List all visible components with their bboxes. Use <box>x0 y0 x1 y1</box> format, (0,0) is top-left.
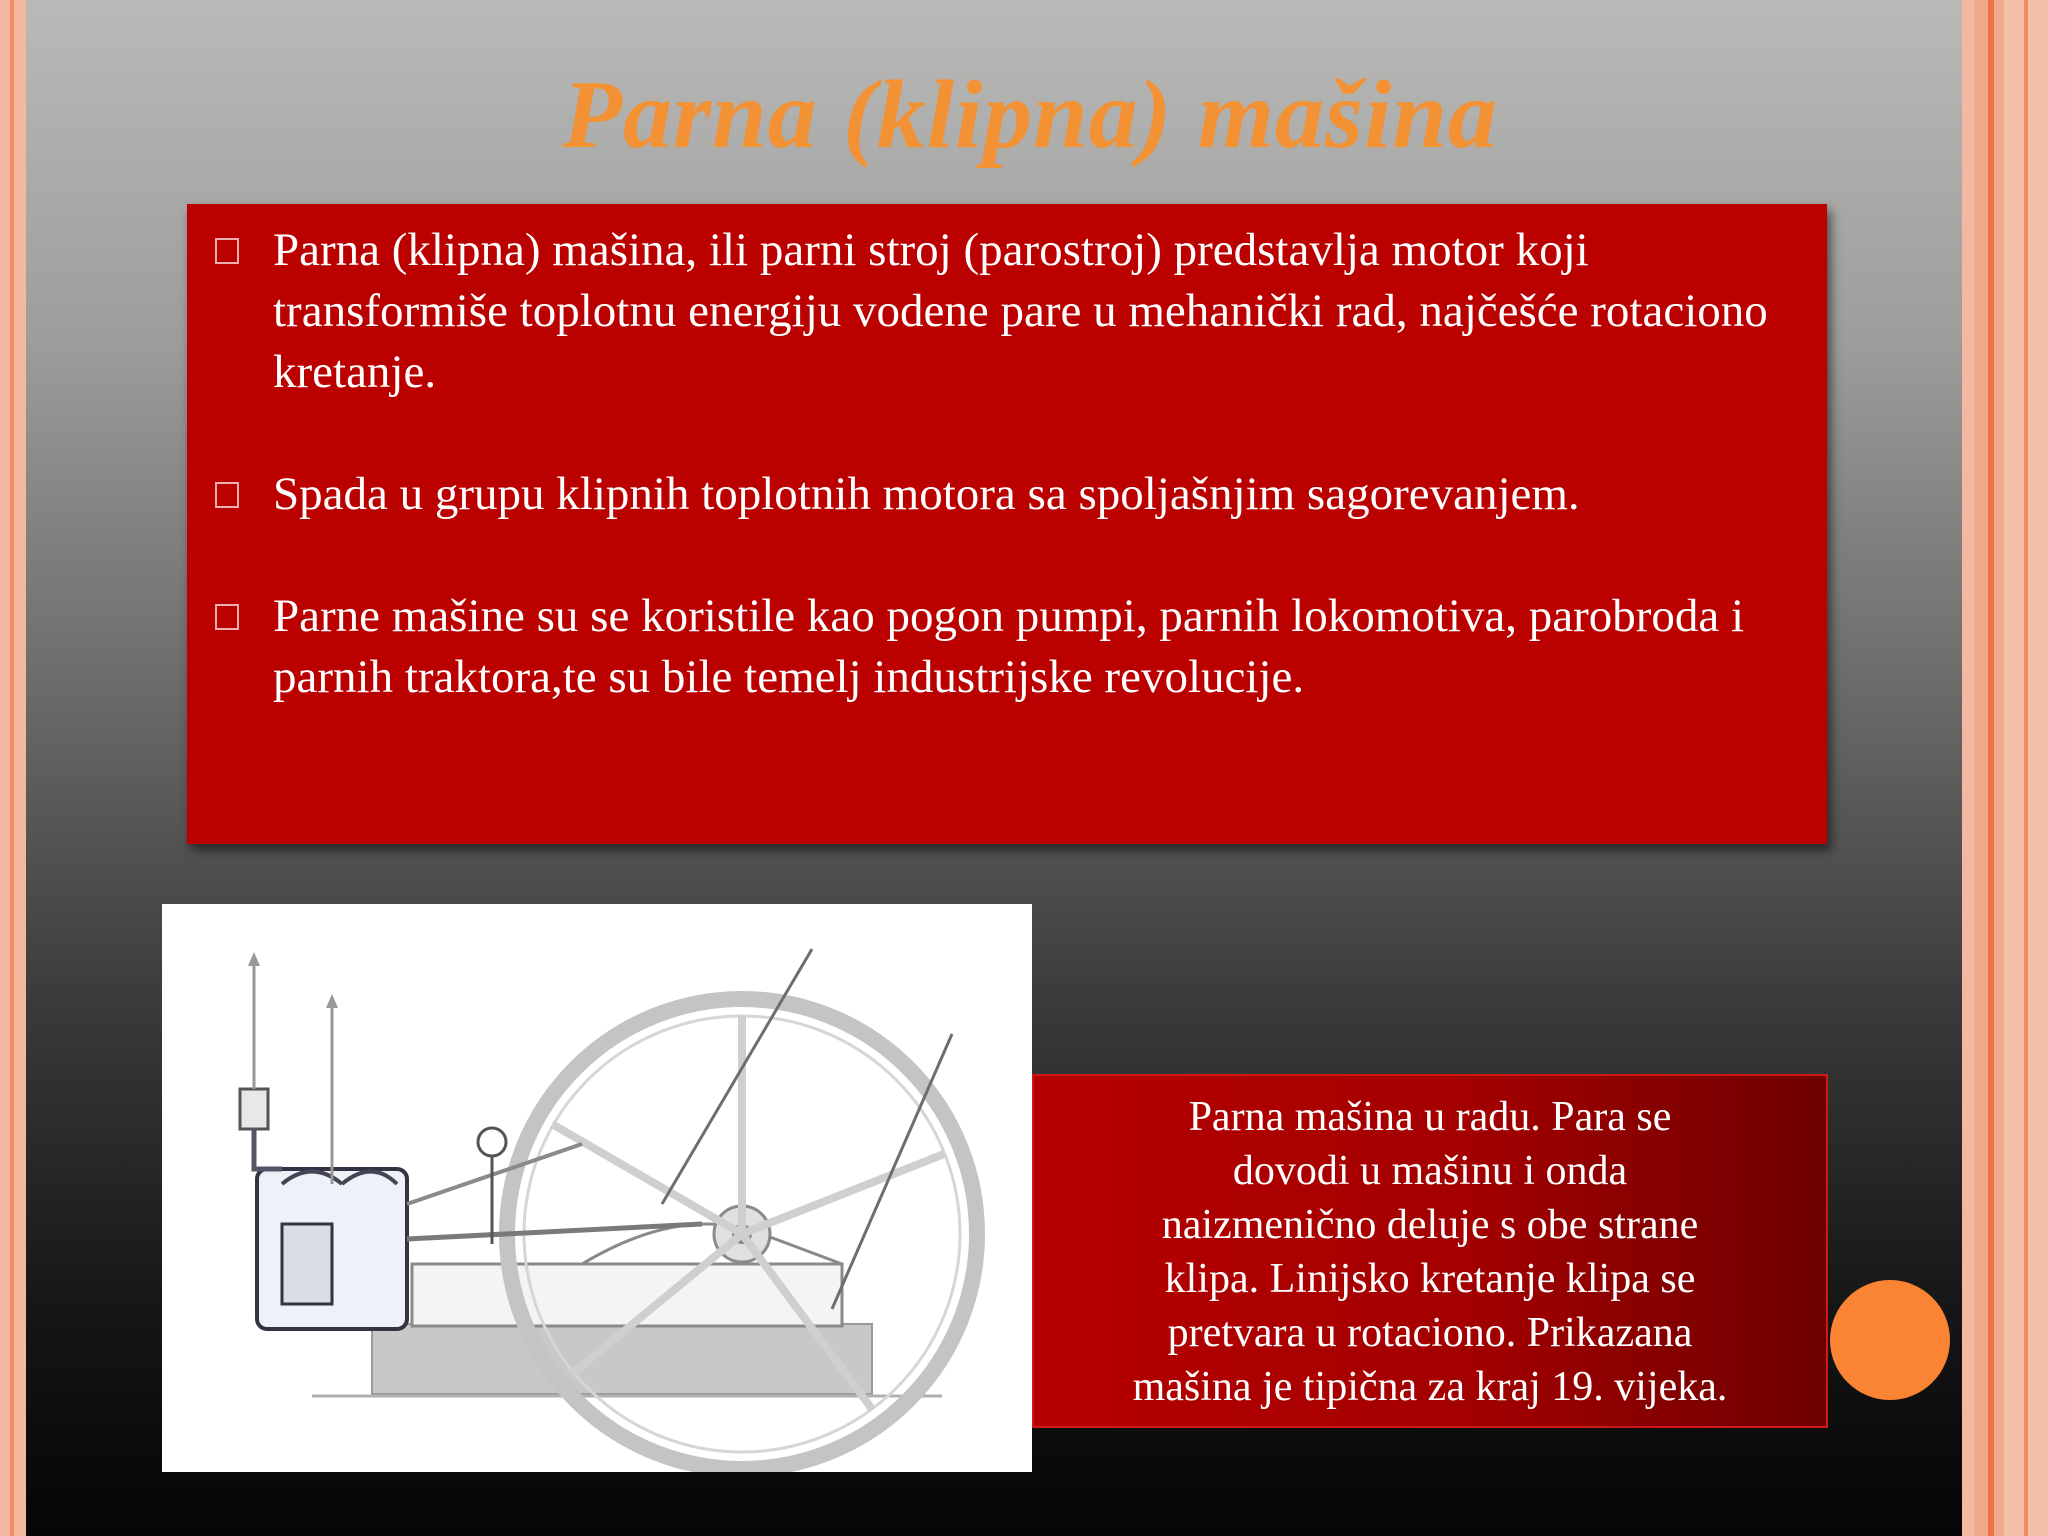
bullet-item <box>211 220 1787 403</box>
bullet-text: Parne mašine su se koristile kao pogon pumpi, parnih lokomotiva, parobroda i parnih traktora,te su bile temelj industrijske revolucije. <box>273 590 1745 703</box>
caption-line: klipa. Linijsko kretanje klipa se <box>1164 1256 1696 1302</box>
right-frame-band <box>1962 0 1974 1536</box>
bullet-box-icon <box>215 482 239 508</box>
bullet-box-icon <box>215 238 239 264</box>
caption-line: naizmenično deluje s obe strane <box>1161 1202 1699 1248</box>
bullet-text: Spada u grupu klipnih toplotnih motora sa spoljašnjim sagorevanjem. <box>273 468 1580 520</box>
slide-title: Parna (klipna) mašina <box>562 61 1498 169</box>
caption-line: Parna mašina u radu. Para se <box>1188 1094 1672 1140</box>
right-frame-line <box>1988 0 1994 1536</box>
caption-line: pretvara u rotaciono. Prikazana <box>1167 1310 1693 1356</box>
decorative-orange-circle <box>1830 1280 1950 1400</box>
caption-line: dovodi u mašinu i onda <box>1232 1148 1628 1194</box>
bullet-box-icon <box>215 604 239 630</box>
left-frame-line <box>10 0 14 1536</box>
bullet-item <box>211 464 1787 525</box>
steam-engine-drawing <box>162 904 1032 1472</box>
bullet-text: Parna (klipna) mašina, ili parni stroj (parostroj) predstavlja motor koji transformiše toplotnu energiju vodene pare u mehanički rad, najčešće rotaciono kretanje. <box>273 224 1768 398</box>
steam-engine-diagram <box>162 904 1032 1472</box>
caption-line: mašina je tipična za kraj 19. vijeka. <box>1132 1364 1728 1410</box>
bullet-item <box>211 586 1787 708</box>
right-frame-line <box>2024 0 2028 1536</box>
image-caption-box <box>1032 1074 1828 1428</box>
bullet-text-box <box>187 204 1827 844</box>
